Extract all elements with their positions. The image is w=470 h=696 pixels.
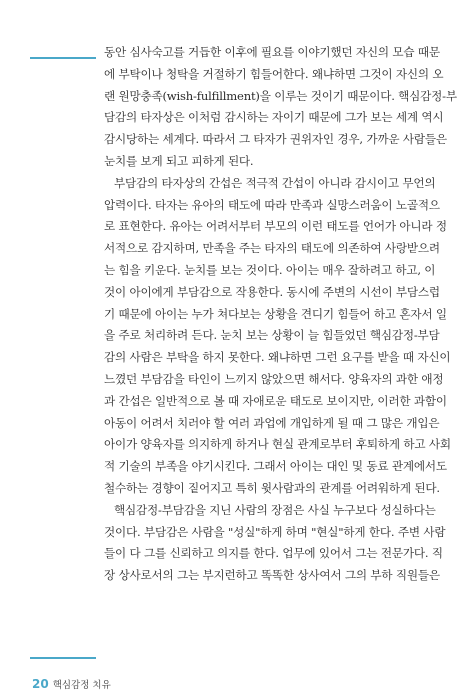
text-line: 담감의 타자상은 이처럼 감시하는 자이기 때문에 그가 보는 세계 역시 — [104, 110, 444, 125]
footer-accent-rule — [30, 657, 96, 659]
text-line: 압력이다. 타자는 유아의 태도에 따라 만족과 실망스러움이 노골적으 — [104, 197, 440, 212]
paragraph — [104, 173, 451, 500]
paragraph — [104, 42, 457, 173]
text-line: 철수하는 경향이 짙어지고 특히 윗사람과의 관계를 어려워하게 된다. — [104, 480, 440, 495]
text-line: 눈치를 보게 되고 피하게 된다. — [104, 153, 254, 168]
text-line: 감시당하는 세계다. 따라서 그 타자가 권위자인 경우, 가까운 사람들은 — [104, 132, 447, 147]
text-line: 서적으로 감지하며, 만족을 주는 타자의 태도에 의존하여 사랑받으려 — [104, 241, 440, 256]
text-line: 에 부탁이나 청탁을 거절하기 힘들어한다. 왜냐하면 그것이 자신의 오 — [104, 66, 444, 81]
body-text — [104, 42, 457, 587]
text-line: 것이 아이에게 부담감으로 작용한다. 동시에 주변의 시선이 부담스럽 — [104, 284, 440, 299]
top-accent-rule — [30, 57, 96, 59]
paragraph — [104, 500, 446, 587]
text-line: 아동이 어려서 치러야 할 여러 과업에 개입하게 될 때 그 많은 개입은 — [104, 415, 440, 430]
text-line: 을 주로 처리하려 든다. 눈치 보는 상황이 늘 힘들었던 핵심감정-부담 — [104, 328, 440, 343]
text-line: 감의 사람은 부탁을 하지 못한다. 왜냐하면 그런 요구를 받을 때 자신이 — [104, 350, 451, 365]
text-line: 랜 원망충족(wish-fulfillment)을 이루는 것이기 때문이다. 핵심감정-부 — [104, 88, 457, 103]
text-line: 핵심감정-부담감을 지닌 사람의 장점은 사실 누구보다 성실하다는 — [114, 502, 436, 517]
text-line: 느꼈던 부담감을 타인이 느끼지 않았으면 해서다. 양육자의 과한 애정 — [104, 371, 444, 386]
page-number: 20 — [32, 677, 49, 691]
text-line: 기 때문에 아이는 누가 쳐다보는 상황을 견디기 힘들어 하고 혼자서 일 — [104, 306, 447, 321]
running-title: 핵심감정 치유 — [52, 680, 111, 691]
text-line: 동안 심사숙고를 거듭한 이후에 필요를 이야기했던 자신의 모습 때문 — [104, 45, 440, 59]
text-line: 아이가 양육자를 의지하게 하거나 현실 관계로부터 후퇴하게 하고 사회 — [104, 437, 451, 452]
text-line: 는 힘을 키운다. 눈치를 보는 것이다. 아이는 매우 잘하려고 하고, 이 — [104, 262, 436, 277]
text-line: 것이다. 부담감은 사람을 "성실"하게 하며 "현실"하게 한다. 주변 사람 — [104, 524, 446, 539]
page-footer — [32, 677, 111, 691]
text-line: 부담감의 타자상의 간섭은 적극적 간섭이 아니라 감시이고 무언의 — [114, 175, 436, 190]
text-line: 로 표현한다. 유아는 어려서부터 부모의 이런 태도를 언어가 아니라 정 — [104, 219, 447, 234]
text-line: 적 기술의 부족을 야기시킨다. 그래서 아이는 대인 및 동료 관계에서도 — [104, 459, 447, 474]
text-line: 들이 다 그를 신뢰하고 의지를 한다. 업무에 있어서 그는 전문가다. 직 — [104, 546, 443, 561]
text-line: 장 상사로서의 그는 부지런하고 똑똑한 상사여서 그의 부하 직원들은 — [104, 568, 440, 583]
text-line: 과 간섭은 일반적으로 볼 때 자애로운 태도로 보이지만, 이러한 과함이 — [104, 393, 447, 408]
